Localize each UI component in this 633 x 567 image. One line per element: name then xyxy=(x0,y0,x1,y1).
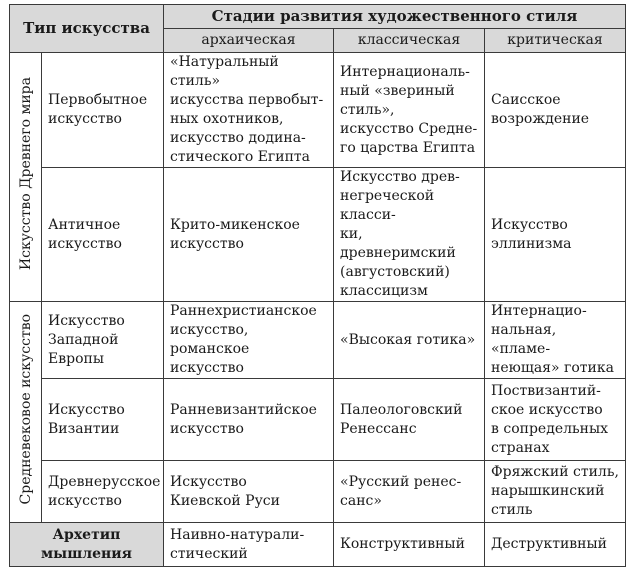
archaic-cell: Крито-микенское искусство xyxy=(164,168,334,302)
archaic-cell: «Натуральный стиль» искусства первобыт- ных охотников, искусство додина- стического Египта xyxy=(164,53,334,168)
col-classic-header: классическая xyxy=(334,29,485,53)
type-cell: Древнерусское искусство xyxy=(42,461,164,523)
stages-header: Стадии развития художественного стиля xyxy=(164,5,626,29)
archetype-label: Архетип мышления xyxy=(10,523,164,567)
table-row xyxy=(10,461,626,523)
classic-cell: Интернациональ- ный «звериный стиль», искусство Средне- го царства Египта xyxy=(334,53,485,168)
archaic-cell: Ранневизантийское искусство xyxy=(164,379,334,461)
table-row xyxy=(10,379,626,461)
type-of-art-header: Тип искусства xyxy=(10,5,164,53)
table-row xyxy=(10,168,626,302)
classic-cell: Искусство древ- негреческой класси- ки, древнеримский (августовский) классицизм xyxy=(334,168,485,302)
critical-cell: Интернацио- нальная, «пламе- неющая» готика xyxy=(485,302,626,379)
archetype-classic-cell: Конструктивный xyxy=(334,523,485,567)
classic-cell: «Русский ренес- санс» xyxy=(334,461,485,523)
type-cell: Первобытное искусство xyxy=(42,53,164,168)
archetype-critical-cell: Деструктивный xyxy=(485,523,626,567)
classic-cell: «Высокая готика» xyxy=(334,302,485,379)
group-label-medieval: Средневековое искусство xyxy=(10,302,42,523)
type-cell: Искусство Византии xyxy=(42,379,164,461)
table-row xyxy=(10,53,626,168)
critical-cell: Фряжский стиль, нарышкинский стиль xyxy=(485,461,626,523)
critical-cell: Поствизантий- ское искусство в сопредельных странах xyxy=(485,379,626,461)
table-row xyxy=(10,523,626,567)
classic-cell: Палеологовский Ренессанс xyxy=(334,379,485,461)
table-row xyxy=(10,302,626,379)
archaic-cell: Искусство Киевской Руси xyxy=(164,461,334,523)
col-archaic-header: архаическая xyxy=(164,29,334,53)
archaic-cell: Раннехристианское искусство, романское искусство xyxy=(164,302,334,379)
art-styles-table xyxy=(9,4,626,567)
group-label-ancient: Искусство Древнего мира xyxy=(10,53,42,302)
critical-cell: Искусство эллинизма xyxy=(485,168,626,302)
type-cell: Античное искусство xyxy=(42,168,164,302)
type-cell: Искусство Западной Европы xyxy=(42,302,164,379)
archetype-archaic-cell: Наивно-натурали- стический xyxy=(164,523,334,567)
critical-cell: Саисское возрождение xyxy=(485,53,626,168)
col-critical-header: критическая xyxy=(485,29,626,53)
